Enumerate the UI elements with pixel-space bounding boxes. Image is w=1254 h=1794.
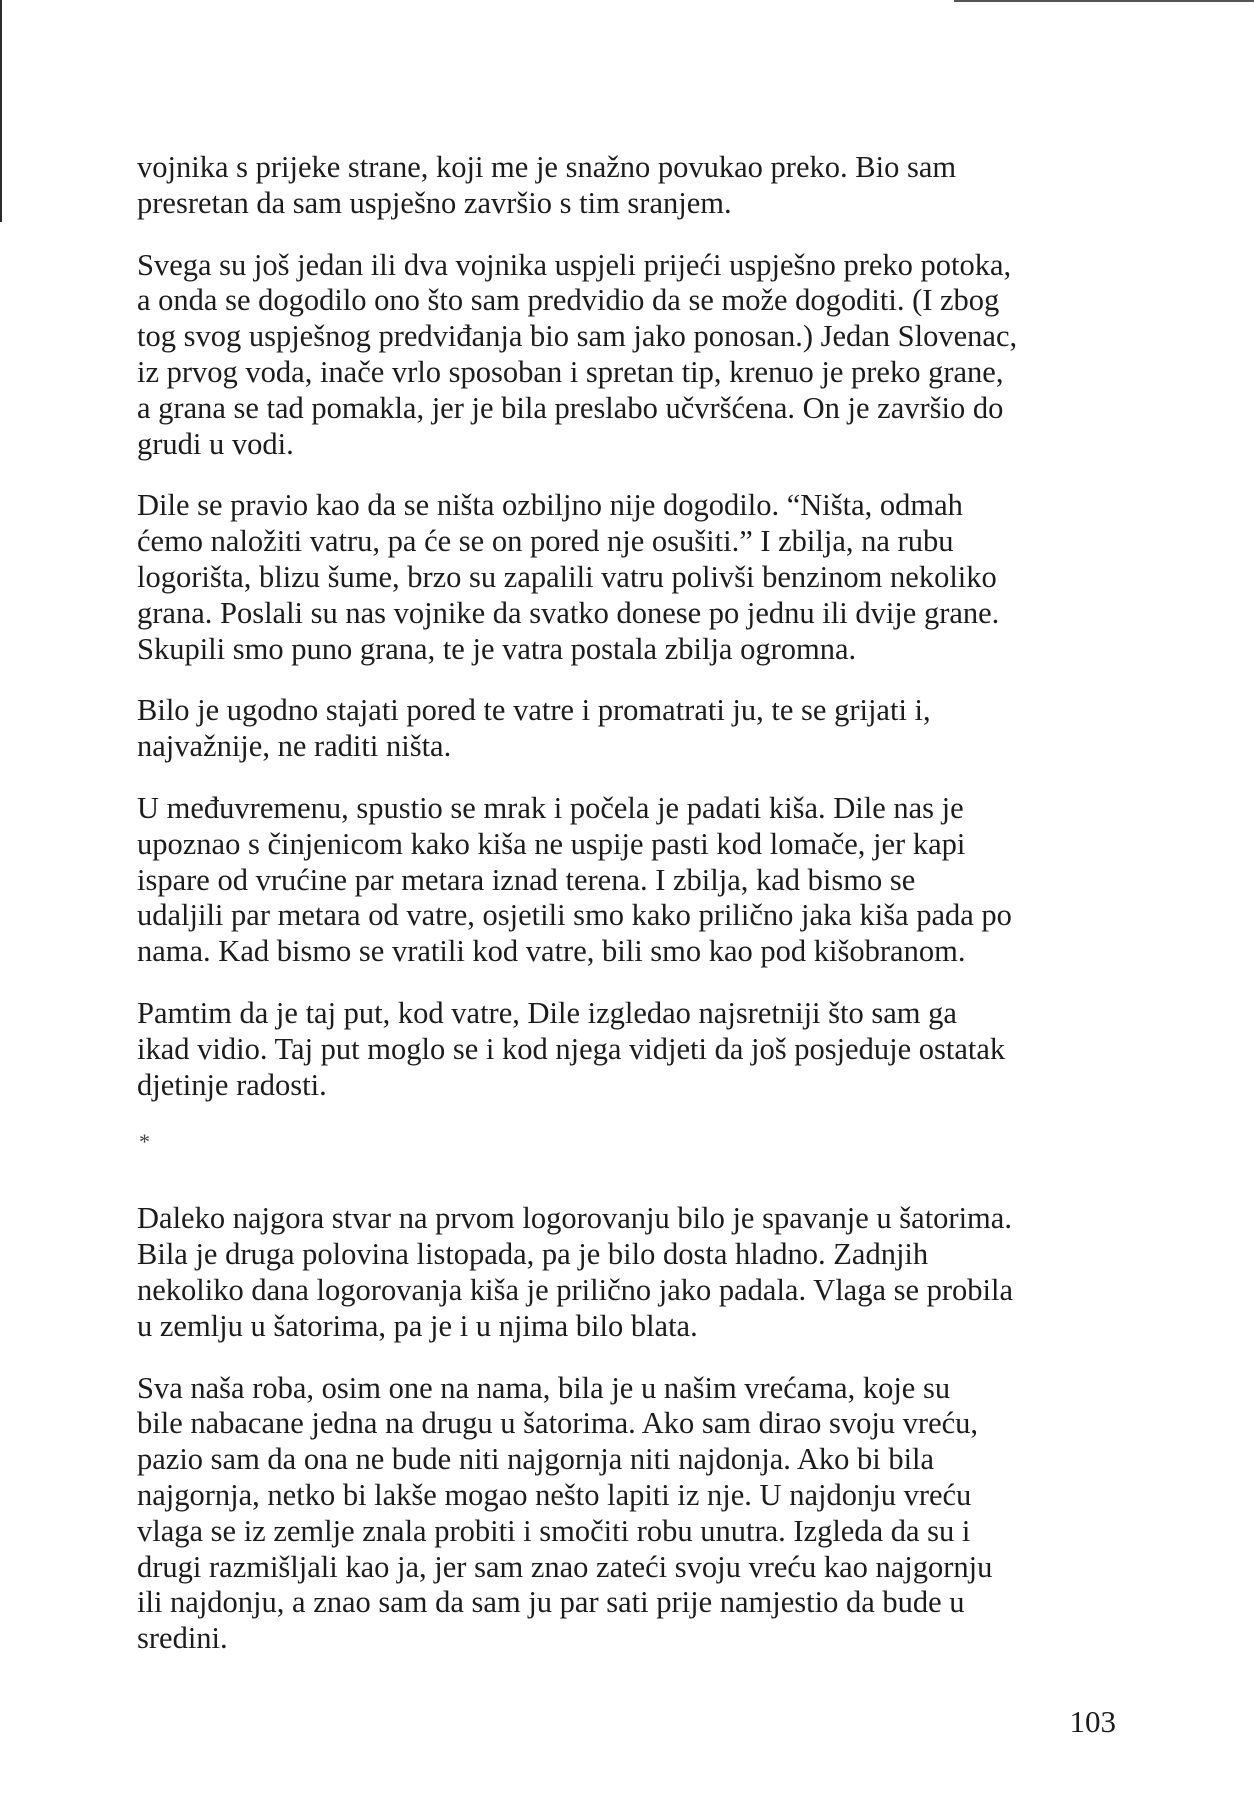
paragraph-5 [137,791,1137,970]
scan-edge-top [954,0,1254,2]
scan-edge-left [0,0,2,222]
text-line: Daleko najgora stvar na prvom logorovanju bilo je spavanje u šatorima. [137,1201,1012,1236]
text-line: Bilo je ugodno stajati pored te vatre i promatrati ju, te se grijati i, [137,693,931,728]
text-line: Bila je druga polovina listopada, pa je bilo dosta hladno. Zadnjih [137,1237,929,1272]
text-line: ili najdonju, a znao sam da sam ju par sati prije namjestio da bude u [137,1585,965,1620]
text-line: a grana se tad pomakla, jer je bila preslabo učvršćena. On je završio do [137,390,1004,425]
text-line: Dile se pravio kao da se ništa ozbiljno nije dogodilo. “Ništa, odmah [137,488,963,523]
paragraph-3 [137,488,1137,667]
text-line: ispare od vrućine par metara iznad terena. I zbilja, kad bismo se [137,862,916,897]
text-line: najgornja, netko bi lakše mogao nešto lapiti iz nje. U najdonju vreću [137,1477,972,1512]
text-line: nekoliko dana logorovanja kiša je prilično jako padala. Vlaga se probila [137,1272,1014,1307]
paragraph-6 [137,996,1137,1103]
paragraph-2 [137,248,1137,463]
text-line: presretan da sam uspješno završio s tim sranjem. [137,185,732,220]
text-line: vlaga se iz zemlje znala probiti i smočiti robu unutra. Izgleda da su i [137,1513,971,1548]
text-line: grudi u vodi. [137,426,294,461]
section-separator: * [139,1129,150,1155]
text-line: ikad vidio. Taj put moglo se i kod njega vidjeti da još posjeduje ostatak [137,1031,1006,1066]
text-line: Sva naša roba, osim one na nama, bila je u našim vrećama, koje su [137,1370,951,1405]
paragraph-4 [137,693,1137,765]
text-line: a onda se dogodilo ono što sam predvidio da se može dogoditi. (I zbog [137,283,1000,318]
text-line: vojnika s prijeke strane, koji me je snažno povukao preko. Bio sam [137,150,957,184]
paragraph-7 [137,1201,1137,1344]
text-line: sredini. [137,1621,228,1656]
paragraph-1 [137,150,1137,222]
text-line: ćemo naložiti vatru, pa će se on pored nje osušiti.” I zbilja, na rubu [137,524,954,559]
text-line: upoznao s činjenicom kako kiša ne uspije pasti kod lomače, jer kapi [137,826,966,861]
text-line: bile nabacane jedna na drugu u šatorima. Ako sam dirao svoju vreću, [137,1406,979,1441]
text-line: nama. Kad bismo se vratili kod vatre, bili smo kao pod kišobranom. [137,934,966,969]
text-line: djetinje radosti. [137,1067,327,1102]
body-text [137,150,1137,1683]
text-line: udaljili par metara od vatre, osjetili smo kako prilično jaka kiša pada po [137,898,1012,933]
text-line: drugi razmišljali kao ja, jer sam znao zateći svoju vreću kao najgornju [137,1549,993,1584]
text-line: grana. Poslali su nas vojnike da svatko donese po jednu ili dvije grane. [137,595,1000,630]
text-line: Svega su još jedan ili dva vojnika uspjeli prijeći uspješno preko potoka, [137,247,1012,282]
text-line: najvažnije, ne raditi ništa. [137,729,452,764]
text-line: U međuvremenu, spustio se mrak i počela je padati kiša. Dile nas je [137,790,964,825]
text-line: u zemlju u šatorima, pa je i u njima bilo blata. [137,1308,698,1343]
text-line: Pamtim da je taj put, kod vatre, Dile izgledao najsretniji što sam ga [137,995,957,1030]
paragraph-8 [137,1371,1137,1657]
text-line: iz prvog voda, inače vrlo sposoban i spretan tip, krenuo je preko grane, [137,354,1004,389]
text-line: pazio sam da ona ne bude niti najgornja niti najdonja. Ako bi bila [137,1442,935,1477]
page-number: 103 [1069,1704,1116,1739]
text-line: Skupili smo puno grana, te je vatra postala zbilja ogromna. [137,631,857,666]
text-line: tog svog uspješnog predviđanja bio sam jako ponosan.) Jedan Slovenac, [137,319,1018,354]
text-line: logorišta, blizu šume, brzo su zapalili vatru polivši benzinom nekoliko [137,559,997,594]
